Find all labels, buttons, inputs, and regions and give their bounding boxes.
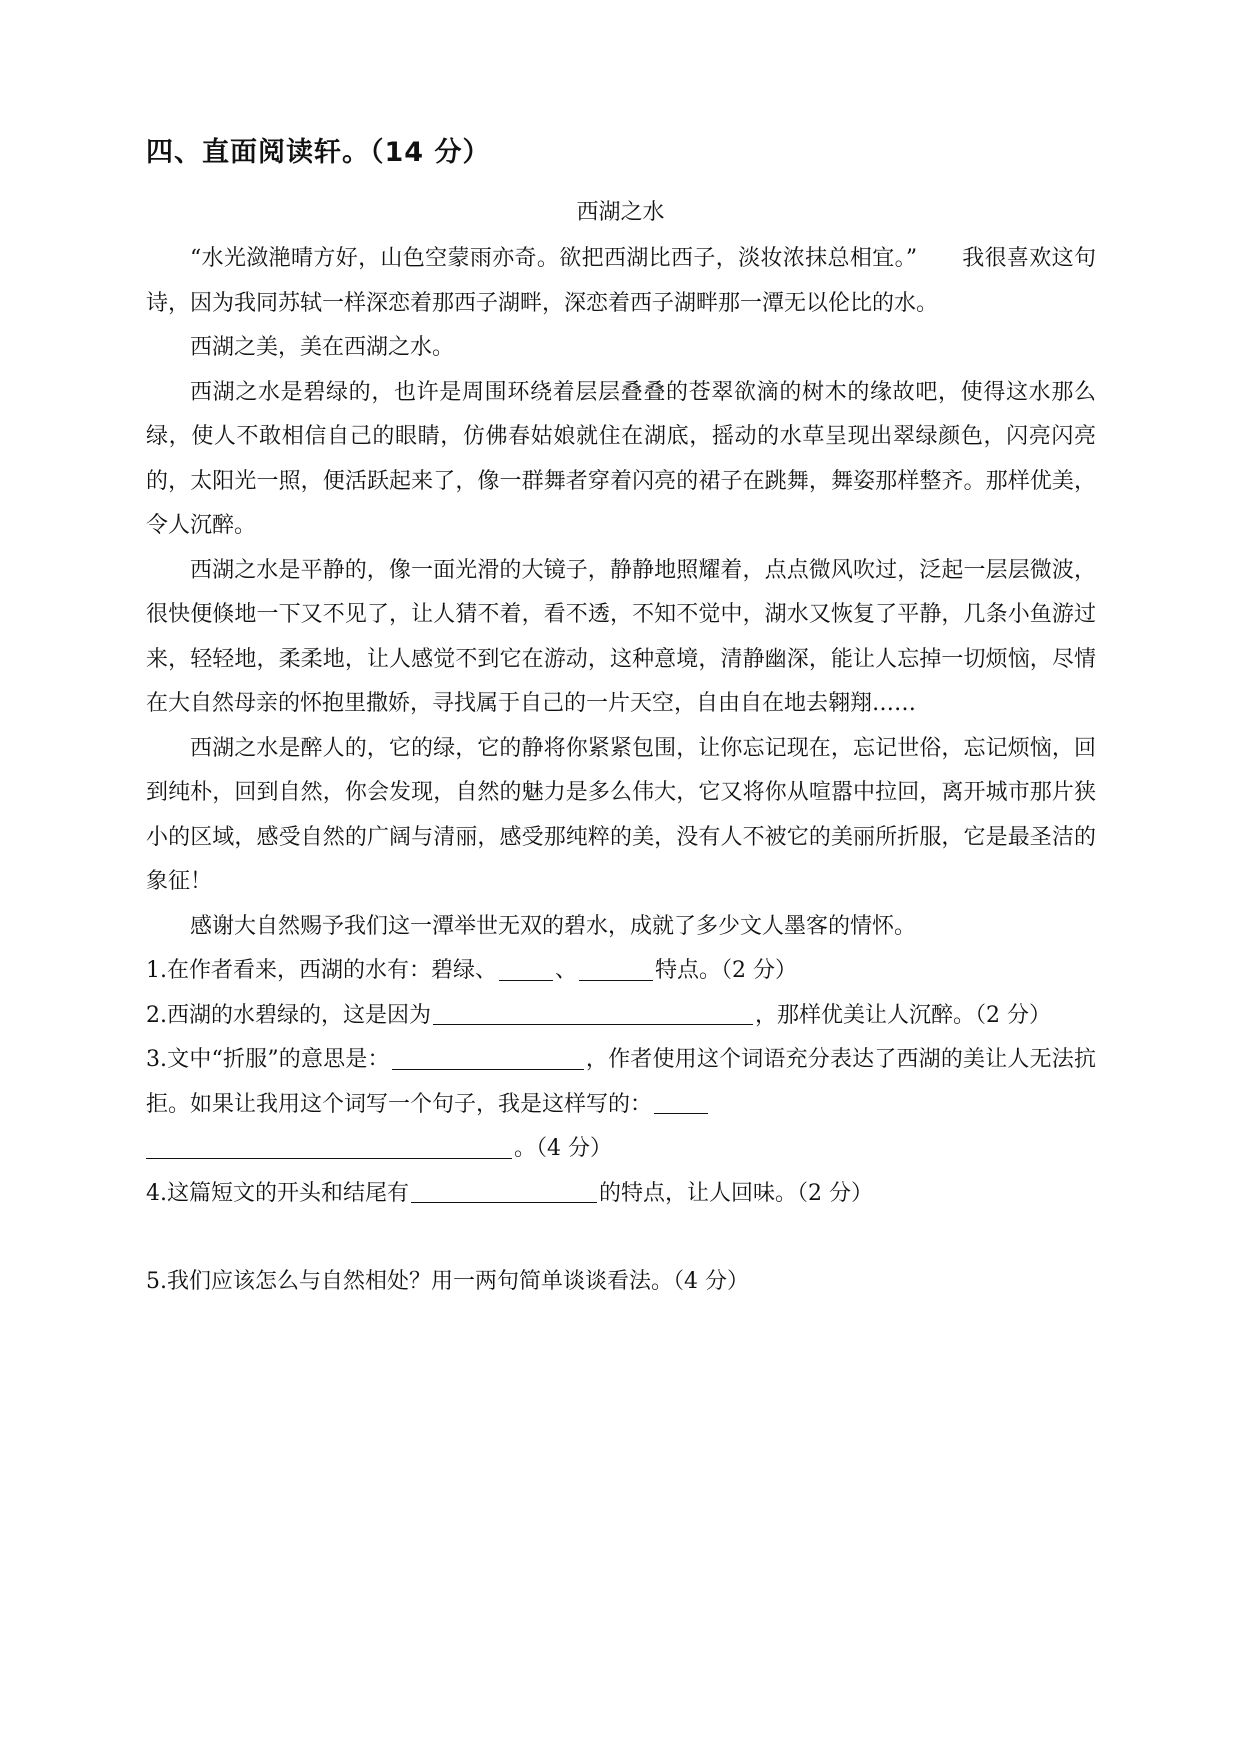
q1-suffix: 特点。（2 分） <box>655 958 798 983</box>
q3-blank-sentence-b[interactable] <box>146 1135 512 1159</box>
q1-prefix: 1.在作者看来，西湖的水有：碧绿、 <box>146 958 497 983</box>
passage-title: 西湖之水 <box>576 200 665 225</box>
question-2 <box>146 994 1096 1039</box>
paragraph-poem: “水光潋滟晴方好，山色空蒙雨亦奇。欲把西湖比西子，淡妆浓抹总相宜。” 我很喜欢这句诗，因为我同苏轼一样深恋着那西子湖畔，深恋着西子湖畔那一潭无以伦比的水。 <box>146 246 1096 316</box>
q1-sep: 、 <box>555 958 578 983</box>
q2-suffix: ，那样优美让人沉醉。（2 分） <box>755 1002 1051 1028</box>
q2-prefix: 2.西湖的水碧绿的，这是因为 <box>146 1002 431 1028</box>
passage-body <box>146 237 1096 1305</box>
paragraph-beauty: 西湖之美，美在西湖之水。 <box>190 335 455 360</box>
q3-prefix: 3.文中“折服”的意思是： <box>146 1047 390 1072</box>
question-5: 5.我们应该怎么与自然相处？用一两句简单谈谈看法。（4 分） <box>146 1269 749 1294</box>
q3-blank-meaning[interactable] <box>392 1046 584 1070</box>
q3-suffix: 。（4 分） <box>514 1136 612 1161</box>
q1-blank-b[interactable] <box>579 957 653 981</box>
q3-middle: ，作者使用这个词语充分表达了西湖的美让人无法抗拒。如果让我用这个词写一个句子，我是这样写的： <box>146 1047 1096 1117</box>
q3-blank-sentence-a[interactable] <box>654 1090 708 1114</box>
question-4 <box>146 1172 1096 1217</box>
q1-blank-a[interactable] <box>499 957 553 981</box>
question-3 <box>146 1038 1096 1172</box>
q4-suffix: 的特点，让人回味。（2 分） <box>599 1180 873 1206</box>
section-heading: 四、直面阅读轩。（14 分） <box>146 137 491 168</box>
q4-prefix: 4.这篇短文的开头和结尾有 <box>146 1180 409 1206</box>
spacer <box>146 1216 1096 1260</box>
paragraph-calm: 西湖之水是平静的，像一面光滑的大镜子，静静地照耀着，点点微风吹过，泛起一层层微波，很快便倏地一下又不见了，让人猜不着，看不透，不知不觉中，湖水又恢复了平静，几条小鱼游过来，轻轻地，柔柔地，让人感觉不到它在游动，这种意境，清静幽深，能让人忘掉一切烦恼，尽情在大自然母亲的怀抱里撒娇，寻找属于自己的一片天空，自由自在地去翱翔…… <box>146 557 1096 716</box>
question-1 <box>146 949 1096 994</box>
paragraph-thanks: 感谢大自然赐予我们这一潭举世无双的碧水，成就了多少文人墨客的情怀。 <box>190 913 917 939</box>
paragraph-intoxicating: 西湖之水是醉人的，它的绿，它的静将你紧紧包围，让你忘记现在，忘记世俗，忘记烦恼，回到纯朴，回到自然，你会发现，自然的魅力是多么伟大，它又将你从喧嚣中拉回，离开城市那片狭小的区域，感受自然的广阔与清丽，感受那纯粹的美，没有人不被它的美丽所折服，它是最圣洁的象征！ <box>146 735 1096 894</box>
paragraph-green: 西湖之水是碧绿的，也许是周围环绕着层层叠叠的苍翠欲滴的树木的缘故吧，使得这水那么绿，使人不敢相信自己的眼睛，仿佛春姑娘就住在湖底，摇动的水草呈现出翠绿颜色，闪亮闪亮的，太阳光一照，便活跃起来了，像一群舞者穿着闪亮的裙子在跳舞，舞姿那样整齐。那样优美，令人沉醉。 <box>146 379 1096 538</box>
q2-blank[interactable] <box>433 1001 753 1025</box>
q4-blank[interactable] <box>411 1179 597 1203</box>
